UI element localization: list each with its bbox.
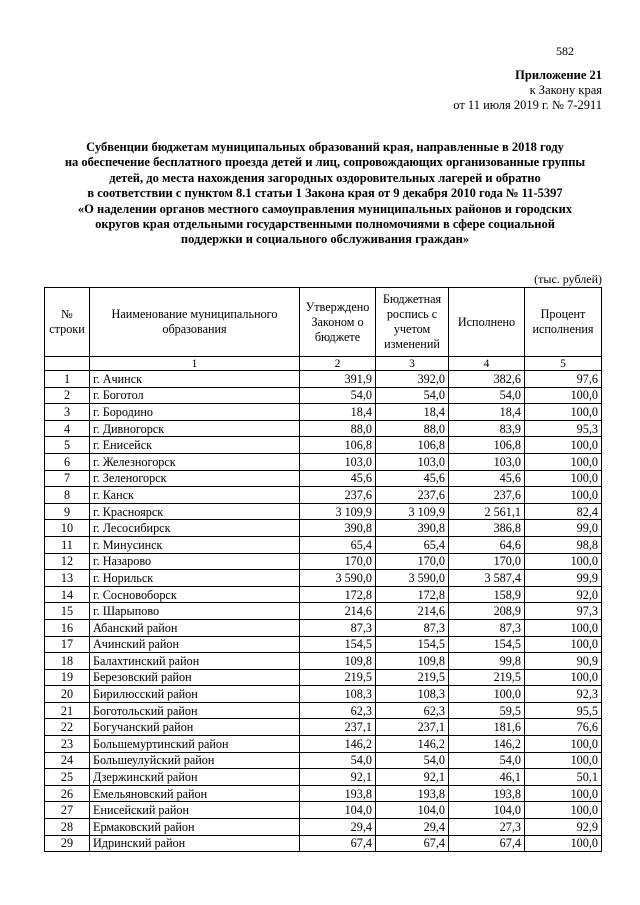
cell-budget-list: 18,4 (376, 404, 449, 421)
table-row (45, 536, 602, 553)
cell-budget-list: 3 109,9 (376, 503, 449, 520)
cell-budget-list: 62,3 (376, 702, 449, 719)
cell-executed: 59,5 (449, 702, 525, 719)
cell-municipality: Березовский район (90, 669, 300, 686)
cell-percent: 100,0 (525, 752, 602, 769)
cell-row-number: 9 (45, 503, 90, 520)
cell-executed: 45,6 (449, 470, 525, 487)
cell-row-number: 4 (45, 420, 90, 437)
cell-approved: 87,3 (300, 619, 376, 636)
cell-row-number: 27 (45, 802, 90, 819)
cell-municipality: г. Шарыпово (90, 603, 300, 620)
cell-approved: 103,0 (300, 453, 376, 470)
cell-budget-list: 219,5 (376, 669, 449, 686)
table-header-row (45, 288, 602, 357)
cell-approved: 65,4 (300, 536, 376, 553)
cell-executed: 382,6 (449, 371, 525, 388)
cell-row-number: 10 (45, 520, 90, 537)
cell-approved: 109,8 (300, 653, 376, 670)
cell-row-number: 3 (45, 404, 90, 421)
cell-municipality: Боготольский район (90, 702, 300, 719)
cell-row-number: 5 (45, 437, 90, 454)
cell-executed: 2 561,1 (449, 503, 525, 520)
column-number-empty (45, 357, 90, 371)
cell-row-number: 29 (45, 835, 90, 852)
heading-line: в соответствии с пунктом 8.1 статьи 1 Закона края от 9 декабря 2010 года № 11-5397 (87, 186, 563, 201)
cell-executed: 87,3 (449, 619, 525, 636)
cell-approved: 237,1 (300, 719, 376, 736)
cell-budget-list: 172,8 (376, 586, 449, 603)
cell-budget-list: 392,0 (376, 371, 449, 388)
cell-row-number: 22 (45, 719, 90, 736)
cell-municipality: Емельяновский район (90, 785, 300, 802)
cell-municipality: г. Боготол (90, 387, 300, 404)
column-number: 4 (449, 357, 525, 371)
cell-approved: 154,5 (300, 636, 376, 653)
cell-percent: 100,0 (525, 437, 602, 454)
cell-row-number: 6 (45, 453, 90, 470)
cell-approved: 237,6 (300, 487, 376, 504)
cell-row-number: 14 (45, 586, 90, 603)
heading-line: детей, до места нахождения загородных оздоровительных лагерей и обратно (109, 170, 541, 185)
table-row (45, 586, 602, 603)
cell-executed: 67,4 (449, 835, 525, 852)
table-row (45, 420, 602, 437)
table-row (45, 686, 602, 703)
units-label: (тыс. рублей) (534, 272, 602, 286)
cell-executed: 193,8 (449, 785, 525, 802)
cell-approved: 67,4 (300, 835, 376, 852)
cell-municipality: г. Енисейск (90, 437, 300, 454)
heading-line: округов края отдельными государственными полномочиями в сфере социальной (95, 217, 555, 232)
cell-row-number: 11 (45, 536, 90, 553)
column-number: 1 (90, 357, 300, 371)
cell-budget-list: 65,4 (376, 536, 449, 553)
cell-municipality: г. Лесосибирск (90, 520, 300, 537)
header-percent: Процент исполнения (525, 288, 602, 357)
cell-row-number: 26 (45, 785, 90, 802)
cell-budget-list: 104,0 (376, 802, 449, 819)
cell-municipality: г. Бородино (90, 404, 300, 421)
cell-municipality: Идринский район (90, 835, 300, 852)
cell-percent: 92,9 (525, 819, 602, 836)
cell-percent: 50,1 (525, 769, 602, 786)
table-row (45, 719, 602, 736)
cell-percent: 100,0 (525, 453, 602, 470)
cell-municipality: г. Железногорск (90, 453, 300, 470)
cell-municipality: Балахтинский район (90, 653, 300, 670)
cell-approved: 62,3 (300, 702, 376, 719)
cell-executed: 99,8 (449, 653, 525, 670)
cell-executed: 27,3 (449, 819, 525, 836)
cell-municipality: г. Минусинск (90, 536, 300, 553)
cell-row-number: 19 (45, 669, 90, 686)
cell-executed: 103,0 (449, 453, 525, 470)
cell-approved: 45,6 (300, 470, 376, 487)
cell-row-number: 17 (45, 636, 90, 653)
cell-percent: 76,6 (525, 719, 602, 736)
cell-approved: 219,5 (300, 669, 376, 686)
cell-approved: 92,1 (300, 769, 376, 786)
cell-row-number: 24 (45, 752, 90, 769)
cell-budget-list: 29,4 (376, 819, 449, 836)
column-number: 2 (300, 357, 376, 371)
table-row (45, 371, 602, 388)
cell-budget-list: 154,5 (376, 636, 449, 653)
cell-percent: 100,0 (525, 553, 602, 570)
cell-approved: 214,6 (300, 603, 376, 620)
cell-approved: 104,0 (300, 802, 376, 819)
cell-approved: 3 109,9 (300, 503, 376, 520)
cell-row-number: 28 (45, 819, 90, 836)
appendix-law-date: от 11 июля 2019 г. № 7-2911 (453, 98, 602, 112)
cell-executed: 100,0 (449, 686, 525, 703)
header-budget-list: Бюджетная роспись с учетом изменений (376, 288, 449, 357)
document-heading (60, 140, 590, 248)
cell-municipality: Большемуртинский район (90, 736, 300, 753)
cell-municipality: Бирилюсский район (90, 686, 300, 703)
cell-approved: 146,2 (300, 736, 376, 753)
cell-municipality: г. Красноярск (90, 503, 300, 520)
cell-approved: 170,0 (300, 553, 376, 570)
cell-approved: 29,4 (300, 819, 376, 836)
cell-approved: 54,0 (300, 387, 376, 404)
cell-approved: 88,0 (300, 420, 376, 437)
cell-percent: 95,3 (525, 420, 602, 437)
cell-executed: 386,8 (449, 520, 525, 537)
cell-executed: 106,8 (449, 437, 525, 454)
column-number: 3 (376, 357, 449, 371)
cell-municipality: г. Канск (90, 487, 300, 504)
cell-row-number: 13 (45, 570, 90, 587)
cell-percent: 100,0 (525, 487, 602, 504)
cell-row-number: 16 (45, 619, 90, 636)
table-row (45, 802, 602, 819)
cell-percent: 90,9 (525, 653, 602, 670)
cell-percent: 92,3 (525, 686, 602, 703)
cell-percent: 95,5 (525, 702, 602, 719)
cell-approved: 390,8 (300, 520, 376, 537)
table-row (45, 437, 602, 454)
cell-percent: 100,0 (525, 404, 602, 421)
cell-percent: 97,3 (525, 603, 602, 620)
cell-budget-list: 390,8 (376, 520, 449, 537)
cell-row-number: 18 (45, 653, 90, 670)
cell-percent: 100,0 (525, 785, 602, 802)
table-row (45, 653, 602, 670)
cell-municipality: г. Ачинск (90, 371, 300, 388)
cell-row-number: 23 (45, 736, 90, 753)
table-row (45, 487, 602, 504)
cell-municipality: г. Норильск (90, 570, 300, 587)
table-row (45, 835, 602, 852)
table-row (45, 769, 602, 786)
cell-municipality: Ачинский район (90, 636, 300, 653)
cell-executed: 170,0 (449, 553, 525, 570)
cell-municipality: Большеулуйский район (90, 752, 300, 769)
table-row (45, 752, 602, 769)
cell-municipality: г. Зеленогорск (90, 470, 300, 487)
cell-budget-list: 87,3 (376, 619, 449, 636)
cell-approved: 54,0 (300, 752, 376, 769)
cell-budget-list: 214,6 (376, 603, 449, 620)
cell-executed: 46,1 (449, 769, 525, 786)
cell-budget-list: 170,0 (376, 553, 449, 570)
cell-percent: 100,0 (525, 636, 602, 653)
table-row (45, 603, 602, 620)
header-row-number: № строки (45, 288, 90, 357)
cell-budget-list: 103,0 (376, 453, 449, 470)
cell-percent: 100,0 (525, 470, 602, 487)
table-body (45, 371, 602, 852)
cell-approved: 3 590,0 (300, 570, 376, 587)
cell-percent: 100,0 (525, 736, 602, 753)
cell-executed: 104,0 (449, 802, 525, 819)
cell-approved: 108,3 (300, 686, 376, 703)
cell-municipality: Богучанский район (90, 719, 300, 736)
cell-budget-list: 146,2 (376, 736, 449, 753)
cell-percent: 100,0 (525, 387, 602, 404)
table-row (45, 619, 602, 636)
cell-budget-list: 108,3 (376, 686, 449, 703)
cell-municipality: г. Дивногорск (90, 420, 300, 437)
cell-municipality: Ермаковский район (90, 819, 300, 836)
cell-executed: 237,6 (449, 487, 525, 504)
cell-executed: 219,5 (449, 669, 525, 686)
heading-line: поддержки и социального обслуживания граждан» (180, 232, 470, 247)
cell-percent: 100,0 (525, 802, 602, 819)
cell-executed: 64,6 (449, 536, 525, 553)
cell-percent: 98,8 (525, 536, 602, 553)
cell-approved: 391,9 (300, 371, 376, 388)
cell-percent: 82,4 (525, 503, 602, 520)
cell-municipality: Дзержинский район (90, 769, 300, 786)
cell-budget-list: 193,8 (376, 785, 449, 802)
heading-line: на обеспечение бесплатного проезда детей и лиц, сопровождающих организованные группы (64, 155, 586, 170)
cell-percent: 99,9 (525, 570, 602, 587)
header-approved: Утверждено Законом о бюджете (300, 288, 376, 357)
subventions-table (44, 287, 602, 852)
table-row (45, 503, 602, 520)
table-row (45, 785, 602, 802)
table-row (45, 387, 602, 404)
heading-line: «О наделении органов местного самоуправления муниципальных районов и городских (77, 201, 573, 216)
page-number: 582 (556, 44, 574, 58)
appendix-title: Приложение 21 (515, 68, 602, 82)
cell-budget-list: 54,0 (376, 752, 449, 769)
cell-budget-list: 45,6 (376, 470, 449, 487)
cell-approved: 106,8 (300, 437, 376, 454)
cell-row-number: 7 (45, 470, 90, 487)
table-row (45, 453, 602, 470)
cell-municipality: г. Назарово (90, 553, 300, 570)
cell-percent: 99,0 (525, 520, 602, 537)
cell-approved: 193,8 (300, 785, 376, 802)
cell-budget-list: 109,8 (376, 653, 449, 670)
cell-executed: 181,6 (449, 719, 525, 736)
table-row (45, 570, 602, 587)
heading-line: Субвенции бюджетам муниципальных образований края, направленные в 2018 году (86, 140, 564, 154)
appendix-law-ref: к Закону края (529, 83, 602, 97)
cell-executed: 3 587,4 (449, 570, 525, 587)
cell-row-number: 25 (45, 769, 90, 786)
cell-approved: 172,8 (300, 586, 376, 603)
cell-row-number: 8 (45, 487, 90, 504)
cell-percent: 100,0 (525, 669, 602, 686)
cell-budget-list: 54,0 (376, 387, 449, 404)
column-number-row (45, 357, 602, 371)
cell-budget-list: 106,8 (376, 437, 449, 454)
cell-executed: 146,2 (449, 736, 525, 753)
cell-budget-list: 237,6 (376, 487, 449, 504)
cell-municipality: Абанский район (90, 619, 300, 636)
appendix-block (453, 68, 602, 113)
cell-row-number: 15 (45, 603, 90, 620)
cell-row-number: 2 (45, 387, 90, 404)
cell-percent: 92,0 (525, 586, 602, 603)
cell-row-number: 20 (45, 686, 90, 703)
table-row (45, 470, 602, 487)
header-municipality: Наименование муниципального образования (90, 288, 300, 357)
table-row (45, 736, 602, 753)
cell-row-number: 21 (45, 702, 90, 719)
cell-budget-list: 67,4 (376, 835, 449, 852)
header-executed: Исполнено (449, 288, 525, 357)
cell-executed: 54,0 (449, 752, 525, 769)
cell-approved: 18,4 (300, 404, 376, 421)
cell-executed: 208,9 (449, 603, 525, 620)
column-number: 5 (525, 357, 602, 371)
cell-executed: 18,4 (449, 404, 525, 421)
cell-executed: 154,5 (449, 636, 525, 653)
cell-municipality: г. Сосновоборск (90, 586, 300, 603)
cell-percent: 100,0 (525, 835, 602, 852)
cell-row-number: 1 (45, 371, 90, 388)
cell-percent: 97,6 (525, 371, 602, 388)
table-row (45, 636, 602, 653)
cell-municipality: Енисейский район (90, 802, 300, 819)
cell-budget-list: 3 590,0 (376, 570, 449, 587)
table-row (45, 553, 602, 570)
cell-budget-list: 237,1 (376, 719, 449, 736)
cell-executed: 54,0 (449, 387, 525, 404)
table-row (45, 404, 602, 421)
table-row (45, 702, 602, 719)
table-row (45, 669, 602, 686)
cell-budget-list: 92,1 (376, 769, 449, 786)
table-row (45, 819, 602, 836)
cell-row-number: 12 (45, 553, 90, 570)
cell-executed: 83,9 (449, 420, 525, 437)
table-row (45, 520, 602, 537)
cell-percent: 100,0 (525, 619, 602, 636)
cell-executed: 158,9 (449, 586, 525, 603)
cell-budget-list: 88,0 (376, 420, 449, 437)
